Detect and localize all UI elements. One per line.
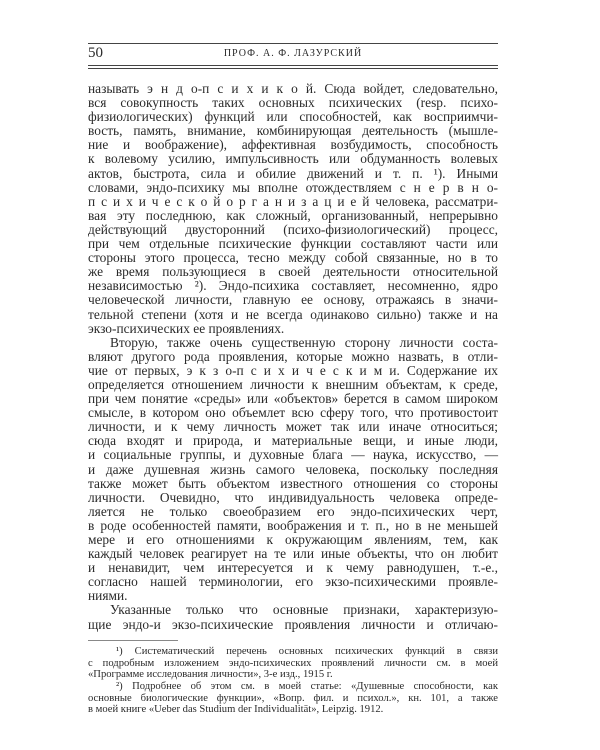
text-line: при чем понятие «среды» или «объектов» берется в самом широком — [88, 391, 498, 407]
footnote-separator — [88, 640, 178, 641]
text-line: мере и его отношениями к окружающим явлениям, тем, как — [88, 532, 498, 547]
text-line: Вторую, также очень существенную сторону личности соста- — [110, 334, 498, 350]
text-line: ²) Подробнее об этом см. в моей статье: «Душевные способности, как — [116, 681, 498, 693]
text-line: к волевому усилию, импульсивность или обдуманность волевых — [88, 151, 498, 167]
text-line: смысле, в котором оно объемлет всю сферу того, что противостоит — [88, 405, 498, 421]
footnote — [88, 646, 498, 681]
text-line: же время пользующиеся в своей деятельности относительной — [88, 264, 498, 280]
text-line: Указанные только что основные признаки, характеризую- — [110, 602, 498, 618]
text-line: также может быть объектом известного отношения со стороны — [88, 475, 498, 491]
text-line: тельной степени (хотя и не всегда одинаково сильно) также и на — [88, 306, 498, 322]
text-line: и ненавидит, чем интересуется и к чему равнодушен, т.-е., — [88, 560, 498, 576]
text-line: личности. Очевидно, что индивидуальность человека опреде- — [88, 489, 498, 505]
text-line: словами, эндо-психику мы вполне отождествляем с н е р в н о- — [88, 179, 498, 195]
header-top-rule — [88, 43, 498, 44]
text-line: п с и х и ч е с к о й о р г а н и з а ц и е й человека, рассматри- — [88, 193, 498, 209]
text-line: с подробным изложением эндо-психических проявлений личности см. в моей — [88, 657, 498, 669]
text-line: и социальные группы, и духовные блага — наука, искусство, — — [88, 447, 498, 463]
text-line: в роде особенностей памяти, воображения и т. п., но в не меньшей — [88, 517, 498, 533]
text-line: вая эту последнюю, как сложный, организованный, непрерывно — [88, 207, 498, 223]
text-line: вость, память, внимание, комбинирующая деятельность (мышле- — [88, 123, 498, 139]
running-title: ПРОФ. А. Ф. ЛАЗУРСКИЙ — [223, 48, 363, 59]
text-line: актов, быстрота, сила и обилие движений и т. п. ¹). Иными — [88, 165, 498, 181]
text-line: вся совокупность таких основных психических (resp. психо- — [88, 95, 498, 111]
body-text — [88, 82, 498, 632]
text-line: каждый человек реагирует на те или иные объекты, что он любит — [88, 546, 498, 562]
text-line: при чем отдельные психические функции составляют части или — [88, 236, 498, 252]
text-line: независимостью ²). Эндо-психика составляет, несомненно, ядро — [88, 278, 498, 294]
text-line: называть э н д о-п с и х и к о й. Сюда войдет, следовательно, — [88, 81, 498, 96]
text-line: в моей книге «Ueber das Studium der Individualität», Leipzig. 1912. — [88, 704, 384, 716]
header-bottom-rule-2 — [88, 68, 498, 69]
text-line: согласно нашей терминологии, его экзо-психическими проявле- — [88, 574, 498, 590]
text-line: определяется отношением личности к внешним объектам, к среде, — [88, 376, 498, 392]
text-line: ¹) Систематический перечень основных психических функций в связи — [116, 646, 498, 657]
text-line: стороны этого процесса, тесно между собой связанные, но в то — [88, 250, 498, 266]
text-line: физиологических) функций или способностей, как восприимчи- — [88, 109, 498, 125]
page-number: 50 — [88, 45, 103, 61]
paragraph — [88, 336, 498, 604]
text-line: и даже душевная жизнь самого человека, поскольку последняя — [88, 461, 498, 477]
footnote — [88, 681, 498, 716]
footnotes — [88, 646, 498, 716]
text-line: вляют другого рода проявления, которые можно назвать, в отли- — [88, 348, 498, 364]
header-bottom-rule — [88, 65, 498, 66]
text-line: «Программе исследования личности», 3-е изд., 1915 г. — [88, 669, 333, 681]
paragraph — [88, 603, 498, 631]
text-line: щие эндо-и экзо-психические проявления личности и отличаю- — [88, 616, 498, 632]
text-line: личности, и к чему личность может так или иначе относиться; — [88, 419, 498, 435]
text-line: действующий двусторонний (психо-физиологический) процесс, — [88, 221, 498, 237]
paragraph — [88, 82, 498, 336]
text-line: человеческой личности, главную ее основу, отражаясь в значи- — [88, 292, 498, 308]
text-line: основные биологические функции», «Вопр. фил. и психол.», кн. 101, а также — [88, 692, 498, 704]
text-line: ниями. — [88, 588, 128, 604]
text-line: чие от первых, э к з о-п с и х и ч е с к и м и. Содержание их — [88, 362, 498, 378]
text-line: ляется не только своеобразием его эндо-психических черт, — [88, 503, 498, 519]
text-line: экзо-психических ее проявлениях. — [88, 320, 285, 336]
text-line: ние и воображение), аффективная возбудимость, способность — [88, 137, 498, 153]
text-line: сюда входят и природа, и материальные вещи, и иные люди, — [88, 433, 498, 449]
